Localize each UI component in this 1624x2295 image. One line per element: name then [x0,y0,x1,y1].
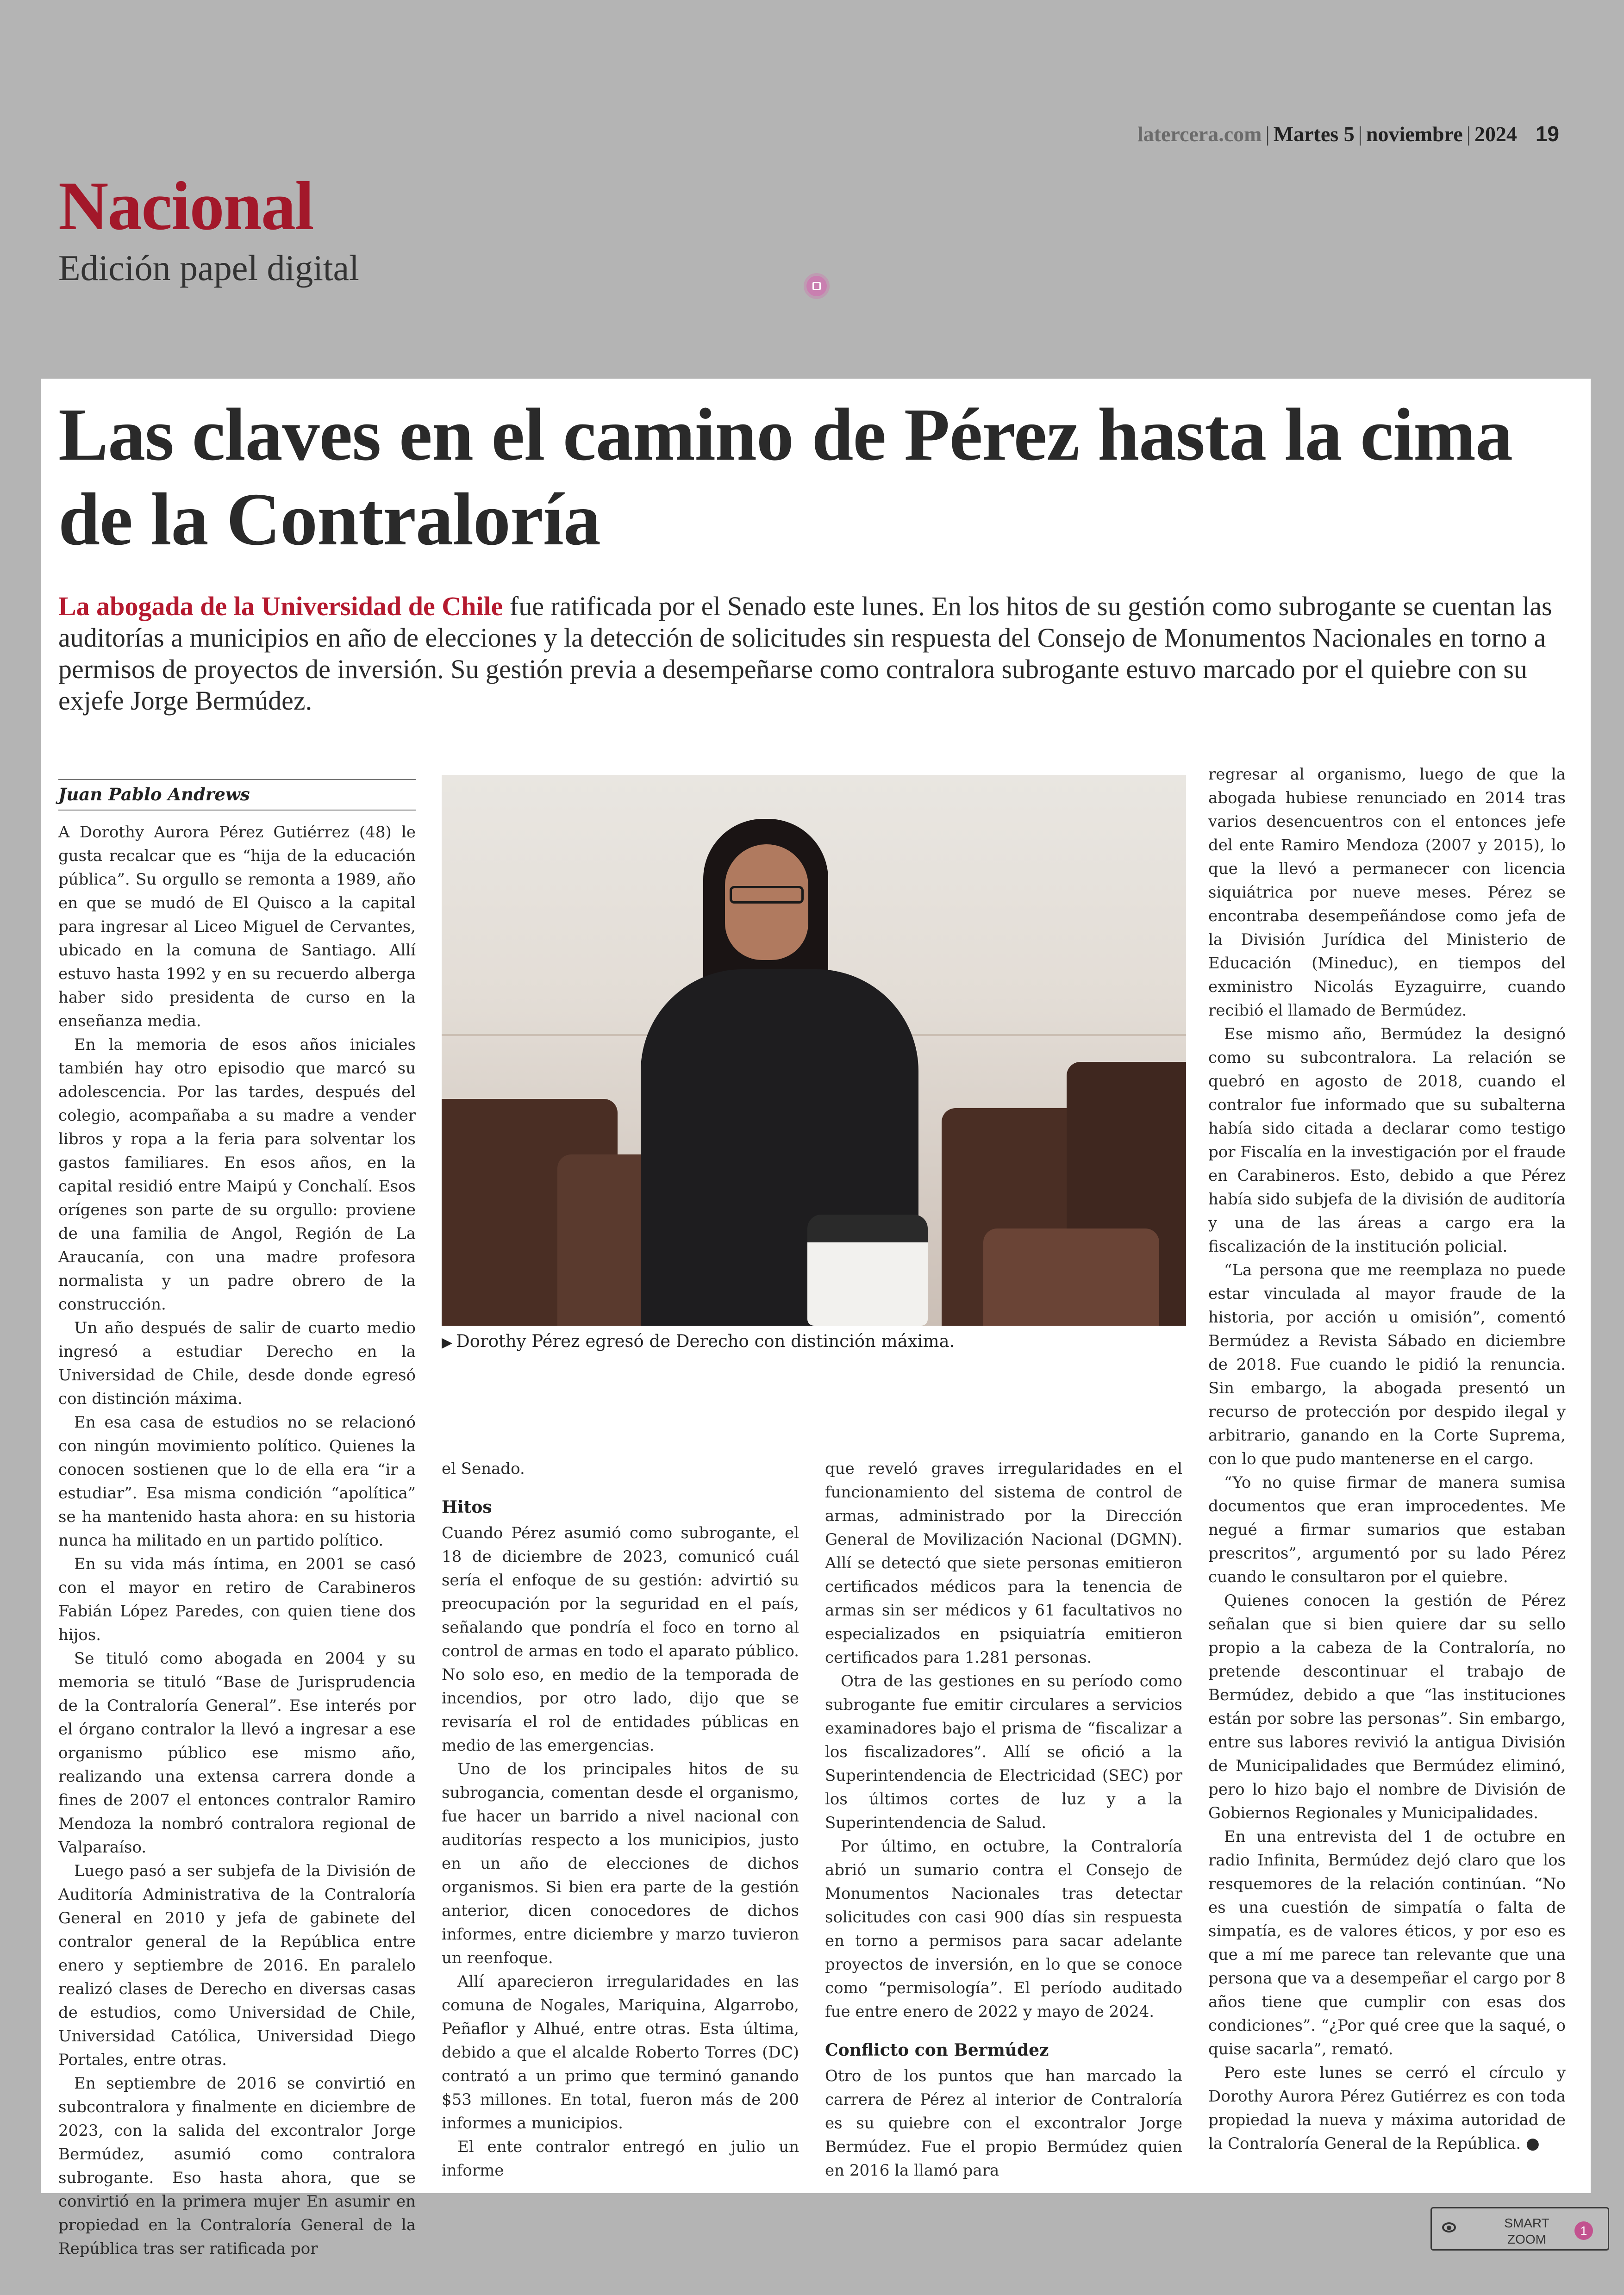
paragraph: A Dorothy Aurora Pérez Gutiérrez (48) le gusta recalcar que es “hija de la educación pública”. Su orgullo se remonta a 1989, año en que se mudó de El Quisco a la capital para ingresar al Liceo Miguel de Cervantes, ubicado en la comuna de Santiago. Allí estuvo hasta 1992 y en su recuerdo alberga haber sido presidenta de curso en la enseñanza media. [58,823,416,1030]
dateline: latercera.com | Martes 5 | noviembre | 2024 19 [1137,122,1559,146]
paragraph: En su vida más íntima, en 2001 se casó con el mayor en retiro de Carabineros Fabián López Paredes, con quien tiene dos hijos. [58,1554,416,1644]
date-month: noviembre [1366,122,1463,146]
page-number: 19 [1535,122,1559,146]
column-3 [825,1457,1182,2183]
paragraph: Quienes conocen la gestión de Pérez señalan que si bien quiere dar su sello propio a la cabeza de la Contraloría, no pretende descontinuar el trabajo de Bermúdez, debido a que “las instituciones están por sobre las personas”. Sin embargo, entre sus labores revivió la antigua División de Municipalidades que Bermúdez eliminó, pero lo hizo bajo el nombre de División de Gobiernos Regionales y Municipalidades. [1208,1591,1566,1822]
column-4 [1208,763,1566,2156]
paragraph: Allí aparecieron irregularidades en las comuna de Nogales, Mariquina, Algarrobo, Peñaflor y Alhué, entre otras. Esta última, debido a que el alcalde Roberto Torres (DC) contrató a un primo que terminó ganando $53 millones. En total, fueron más de 200 informes a municipios. [442,1972,799,2133]
smart-zoom-badge: 1 [1574,2221,1593,2240]
column-1 [58,779,416,2261]
paragraph: En una entrevista del 1 de octubre en radio Infinita, Bermúdez dejó claro que los resquemores de la relación continúan. “No es una cuestión de simpatía o falta de simpatía, es de valores éticos, y por eso es que a mí me parece tan relevante que una persona que va a desempeñar el cargo por 8 años tiene que cumplir con esas dos condiciones”. “¿Por qué cree que la saqué, o quise sacarla”, remató. [1208,1827,1566,2058]
caption-triangle-icon: ▶ [442,1335,453,1351]
paragraph: Cuando Pérez asumió como subrogante, el 18 de diciembre de 2023, comunicó cuál sería el enfoque de su gestión: advirtió su preocupación por la seguridad en el país, señalando que pondría el foco en torno al control de armas en todo el aparato público. No solo eso, en medio de la temporada de incendios, por otro lado, dijo que se revisaría el rol de entidades públicas en medio de las emergencias. [442,1524,799,1755]
paragraph: El ente contralor entregó en julio un informe [442,2138,799,2180]
paragraph: Otra de las gestiones en su período como subrogante fue emitir circulares a servicios examinadores bajo el prisma de “fiscalizar a los fiscalizadores”. Allí se ofició a la Superintendencia de Electricidad (SEC) por los últimos cortes de luz y a la Superintendencia de Salud. [825,1672,1182,1832]
paragraph: En esa casa de estudios no se relacionó con ningún movimiento político. Quienes la conocen sostienen que lo de ella era “ir a estudiar”. Esa misma condición “apolítica” se ha mantenido hasta ahora: en su historia nunca ha militado en un partido político. [58,1413,416,1550]
article-photo [442,775,1186,1326]
deck-highlight: La abogada de la Universidad de Chile [58,591,503,621]
masthead [58,168,359,289]
paragraph: En la memoria de esos años iniciales también hay otro episodio que marcó su adolescencia. Por las tardes, después del colegio, acompañaba a su madre a vender libros y ropa a la feria para solventar los gastos familiares. En esos años, en la capital residió entre Maipú y Conchalí. Esos orígenes son parte de su orgullo: proviene de una familia de Angol, Región de La Araucanía, con una madre profesora normalista y un padre obrero de la construcción. [58,1035,416,1314]
deck [58,591,1568,716]
subheading-hitos: Hitos [442,1497,492,1517]
paragraph: el Senado. [442,1459,525,1478]
edition-label: Edición papel digital [58,248,359,288]
smart-zoom-label: SMART ZOOM [1504,2216,1549,2246]
site-name[interactable]: latercera.com [1137,122,1262,146]
column-2 [442,1457,799,2183]
annotation-marker-icon[interactable] [806,276,827,296]
date-day: Martes 5 [1273,122,1355,146]
paragraph: que reveló graves irregularidades en el funcionamiento del sistema de control de armas, administrado por la Dirección General de Movilización Nacional (DGMN). Allí se detectó que siete personas emitieron certificados médicos para la tenencia de armas sin ser médicos y 61 facultativos no especializados en psiquiatría emitieron certificados para 1.281 personas. [825,1459,1182,1667]
paragraph: En septiembre de 2016 se convirtió en subcontralora y finalmente en diciembre de 2023, con la salida del excontralor Jorge Bermúdez, asumió como contralora subrogante. Eso hasta ahora, que se convirtió en la primera mujer En asumir en propiedad en la Contraloría General de la República tras ser ratificada por [58,2074,416,2258]
photo-caption [442,1331,1186,1351]
paragraph: Otro de los puntos que han marcado la carrera de Pérez al interior de Contraloría es su quiebre con el excontralor Jorge Bermúdez. Fue el propio Bermúdez quien en 2016 la llamó para [825,2067,1182,2180]
headline: Las claves en el camino de Pérez hasta la cima de la Contraloría [58,393,1512,561]
caption-text: Dorothy Pérez egresó de Derecho con distinción máxima. [456,1331,955,1351]
paragraph: Por último, en octubre, la Contraloría abrió un sumario contra el Consejo de Monumentos Nacionales tras detectar solicitudes con casi 900 días sin respuesta en torno a permisos para sacar adelante proyectos de inversión, en lo que se conoce como “permisología”. El período auditado fue entre enero de 2022 y mayo de 2024. [825,1837,1182,2021]
paragraph: Ese mismo año, Bermúdez la designó como su subcontralora. La relación se quebró en agosto de 2018, cuando el contralor fue informado que su subalterna había sido citada a declarar como testigo por Fiscalía en la investigación por el fraude en Carabineros. Esto, debido a que Pérez había sido subjefa de la división de auditoría y una de las áreas a cargo era la fiscalización de la institución policial. [1208,1025,1566,1256]
paragraph: Se tituló como abogada en 2004 y su memoria se tituló “Base de Jurisprudencia de la Contraloría General”. Ese interés por el órgano contralor la llevó a ingresar a ese organismo público ese mismo año, realizando una extensa carrera donde a fines de 2007 el entonces contralor Ramiro Mendoza la nombró contralora regional de Valparaíso. [58,1649,416,1857]
byline: Juan Pablo Andrews [58,779,416,811]
paragraph: Luego pasó a ser subjefa de la División de Auditoría Administrativa de la Contraloría General en 2010 y jefa de gabinete del contralor general de la República entre enero y septiembre de 2016. En paralelo realizó clases de Derecho en diversas casas de estudios, como Universidad de Chile, Universidad Católica, Universidad Diego Portales, entre otras. [58,1861,416,2069]
paragraph: Uno de los principales hitos de su subrogancia, comentan desde el organismo, fue hacer un barrido a nivel nacional con auditorías respecto a los municipios, justo en un año de elecciones de dichos organismos. Si bien era parte de la gestión anterior, dicen conocedores de dichos informes, entre diciembre y marzo tuvieron un reenfoque. [442,1760,799,1967]
paragraph: regresar al organismo, luego de que la abogada hubiese renunciado en 2014 tras varios desencuentros con el entonces jefe del ente Ramiro Mendoza (2007 y 2015), lo que la llevó a permanecer con licencia siquiátrica por nueve meses. Pérez se encontraba desempeñándose como jefa de la División Jurídica del Ministerio de Educación (Mineduc), en tiempos del exministro Nicolás Eyzaguirre, cuando recibió el llamado de Bermúdez. [1208,765,1566,1020]
date-year: 2024 [1474,122,1517,146]
paragraph: Pero este lunes se cerró el círculo y Dorothy Aurora Pérez Gutiérrez es con toda propiedad la nueva y máxima autoridad de la Contraloría General de la República. ● [1208,2064,1566,2153]
subheading-conflicto: Conflicto con Bermúdez [825,2040,1049,2060]
eye-icon [1442,2222,1456,2233]
section-title: Nacional [58,168,313,244]
smart-zoom-button[interactable] [1430,2207,1609,2251]
paragraph: “La persona que me reemplaza no puede estar vinculada al mayor fraude de la historia, por acción u omisión”, comentó Bermúdez a Revista Sábado en diciembre de 2018. Fue cuando le pidió la renuncia. Sin embargo, la abogada presentó un recurso de protección por despido ilegal y arbitrario, ganando en la Corte Suprema, con lo que pudo mantenerse en el cargo. [1208,1261,1566,1468]
deck-text: fue ratificada por el Senado este lunes. En los hitos de su gestión como subrogante se cuentan las auditorías a municipios en año de elecciones y la detección de solicitudes sin respuesta del Consejo de Monumentos Nacionales en torno a permisos de proyectos de inversión. Su gestión previa a desempeñarse como contralora subrogante estuvo marcado por el quiebre con su exjefe Jorge Bermúdez. [58,591,1552,716]
paragraph: Un año después de salir de cuarto medio ingresó a estudiar Derecho en la Universidad de Chile, desde donde egresó con distinción máxima. [58,1318,416,1408]
paragraph: “Yo no quise firmar de manera sumisa documentos que eran improcedentes. Me negué a firmar sumarios que estaban prescritos”, argumentó por su lado Pérez cuando le consultaron por el quiebre. [1208,1473,1566,1586]
